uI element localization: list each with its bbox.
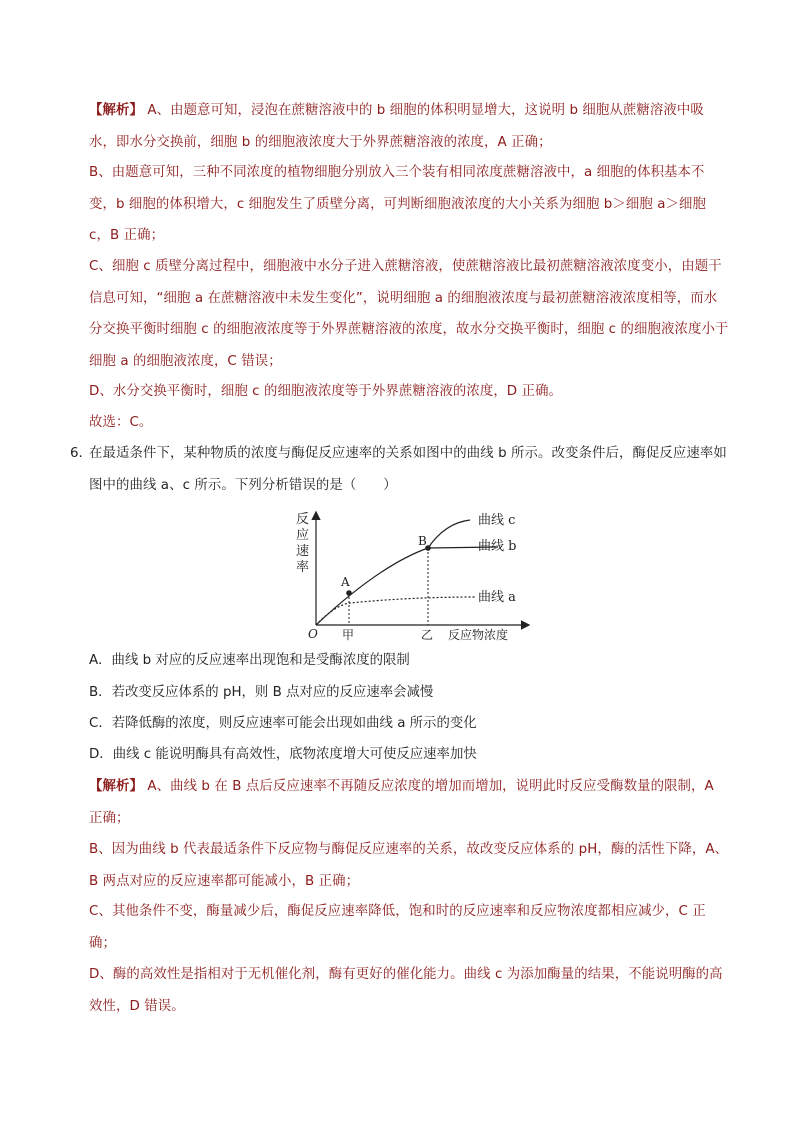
tick-jia: 甲 — [342, 628, 355, 642]
y-axis-label-1: 反 — [296, 512, 310, 527]
y-axis-label-2: 应 — [296, 528, 310, 543]
curve-a — [316, 597, 476, 625]
analysis-1-paragraph-d: D、水分交换平衡时，细胞 c 的细胞液浓度等于外界蔗糖溶液的浓度，D 正确。 — [89, 384, 563, 399]
analysis-2-paragraph-c: C、其他条件不变，酶量减少后，酶促反应速率降低，饱和时的反应速率和反应物浓度都相应减少，C 正确； — [89, 904, 706, 951]
point-a — [346, 590, 352, 596]
y-axis-label-3: 速 — [296, 544, 310, 559]
analysis-2-paragraph-d: D、酶的高效性是指相对于无机催化剂，酶有更好的催化能力。曲线 c 为添加酶量的结果，不能说明酶的高效性，D 错误。 — [89, 967, 723, 1014]
enzyme-rate-figure — [280, 505, 540, 645]
option-b: B．若改变反应体系的 pH，则 B 点对应的反应速率会减慢 — [89, 685, 434, 700]
point-a-label: A — [341, 575, 350, 589]
option-d: D．曲线 c 能说明酶具有高效性，底物浓度增大可使反应速率加快 — [89, 747, 477, 762]
analysis-2-paragraph-b: B、因为曲线 b 代表最适条件下反应物与酶促反应速率的关系，故改变反应体系的 pH，酶的活性下降，A、B 两点对应的反应速率都可能减小，B 正确； — [89, 842, 729, 889]
curve-c — [428, 520, 470, 548]
question-number: 6. — [70, 446, 83, 461]
analysis-2-paragraph-a: 【解析】 A、曲线 b 在 B 点后反应速率不再随反应浓度的增加而增加，说明此时反应受酶数量的限制，A 正确； — [89, 779, 714, 826]
x-axis-label: 反应物浓度 — [448, 628, 509, 642]
option-c: C．若降低酶的浓度，则反应速率可能会出现如曲线 a 所示的变化 — [89, 716, 477, 731]
y-axis-label-4: 率 — [296, 560, 310, 575]
analysis-1-answer: 故选：C。 — [89, 415, 153, 430]
curve-c-label: 曲线 c — [478, 513, 516, 528]
point-b-label: B — [418, 534, 427, 548]
analysis-tag: 【解析】 — [89, 103, 143, 118]
curve-b-label: 曲线 b — [478, 539, 517, 554]
analysis-tag: 【解析】 — [89, 779, 143, 794]
option-a: A．曲线 b 对应的反应速率出现饱和是受酶浓度的限制 — [89, 653, 410, 668]
analysis-1-paragraph-a: 【解析】 A、由题意可知，浸泡在蔗糖溶液中的 b 细胞的体积明显增大，这说明 b 细胞从蔗糖溶液中吸水，即水分交换前，细胞 b 的细胞液浓度大于外界蔗糖溶液的浓度，A 正确； — [89, 103, 704, 150]
analysis-1-paragraph-c: C、细胞 c 质壁分离过程中，细胞液中水分子进入蔗糖溶液，使蔗糖溶液比最初蔗糖溶液浓度变小，由题干信息可知，“细胞 a 在蔗糖溶液中未发生变化”，说明细胞 a 的细胞液浓度与最初蔗糖溶液浓度相等，而水分交换平衡时细胞 c 的细胞液浓度等于外界蔗糖溶液的浓度，故水分交换平衡时，细胞 c 的细胞液浓度小于细胞 a 的细胞液浓度，C 错误； — [89, 259, 729, 369]
analysis-1-paragraph-b: B、由题意可知，三种不同浓度的植物细胞分别放入三个装有相同浓度蔗糖溶液中，a 细胞的体积基本不变，b 细胞的体积增大，c 细胞发生了质壁分离，可判断细胞液浓度的大小关系为细胞 b＞细胞 a＞细胞 c，B 正确； — [89, 165, 706, 243]
origin-label: O — [308, 627, 318, 641]
question-stem: 在最适条件下，某种物质的浓度与酶促反应速率的关系如图中的曲线 b 所示。改变条件后，酶促反应速率如图中的曲线 a、c 所示。下列分析错误的是（ ） — [89, 446, 727, 493]
tick-yi: 乙 — [421, 628, 434, 642]
curve-a-label: 曲线 a — [478, 590, 516, 605]
